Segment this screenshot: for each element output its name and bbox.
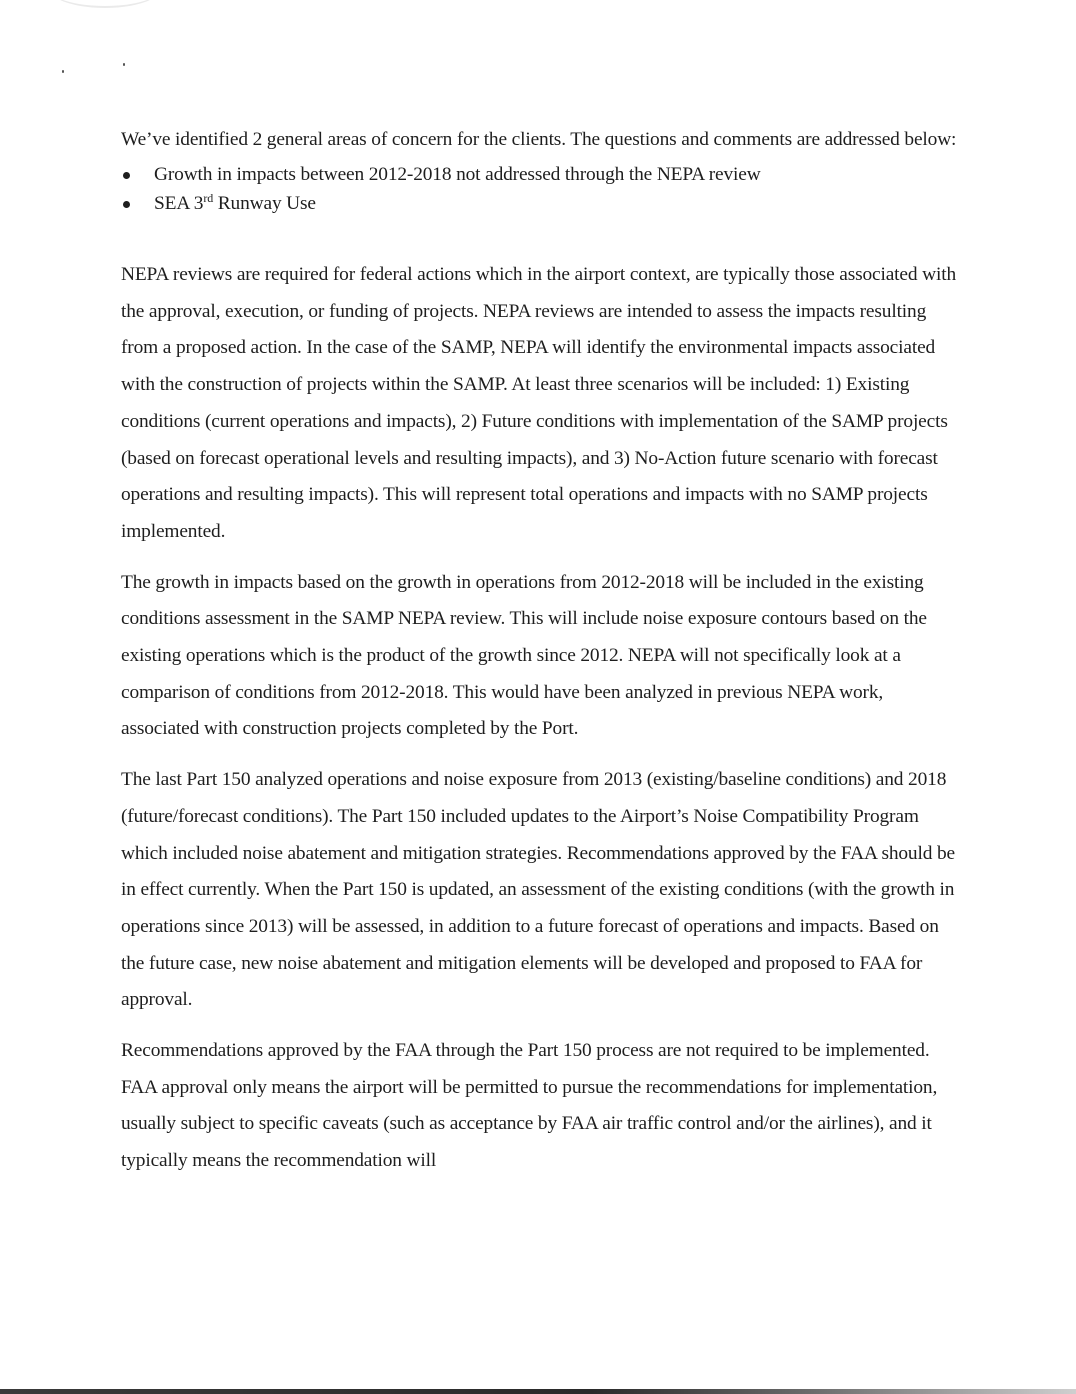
scan-artifact-speck [62,70,64,73]
paragraph-part-150: The last Part 150 analyzed operations and noise exposure from 2013 (existing/baseline conditions) and 2018 (future/forecast conditions). The Part 150 included updates to the Airport’s Noise Compatibility Program which included noise abatement and mitigation strategies. Recommendations approved by the FAA should be in effect currently. When the Part 150 is updated, an assessment of the existing conditions (with the growth in operations since 2013) will be assessed, in addition to a future forecast of operations and impacts. Based on the future case, new noise abatement and mitigation elements will be developed and proposed to FAA for approval. [121,769,955,1011]
paragraph-growth-impacts: The growth in impacts based on the growth in operations from 2012-2018 will be included in the existing conditions assessment in the SAMP NEPA review. This will include noise exposure contours based on the existing operations which is the product of the growth since 2012. NEPA will not specifically look at a comparison of conditions from 2012-2018. This would have been analyzed in previous NEPA work, associated with construction projects completed by the Port. [121,571,927,740]
list-item [121,189,961,218]
concerns-list [121,160,961,218]
scan-artifact-smudge [50,0,160,8]
document-page [121,127,961,1180]
bullet-text-suffix: Runway Use [213,193,316,214]
bullet-text-superscript: rd [203,191,214,205]
scan-bottom-edge [0,1389,1076,1394]
paragraph-nepa-reviews: NEPA reviews are required for federal actions which in the airport context, are typically those associated with the approval, execution, or funding of projects. NEPA reviews are intended to assess the impacts resulting from a proposed action. In the case of the SAMP, NEPA will identify the environmental impacts associated with the construction of projects within the SAMP. At least three scenarios will be included: 1) Existing conditions (current operations and impacts), 2) Future conditions with implementation of the SAMP projects (based on forecast operational levels and resulting impacts), and 3) No-Action future scenario with forecast operations and resulting impacts). This will represent total operations and impacts with no SAMP projects implemented. [121,264,956,542]
paragraph-recommendations: Recommendations approved by the FAA through the Part 150 process are not required to be implemented. FAA approval only means the airport will be permitted to pursue the recommendations for implementation, usually subject to specific caveats (such as acceptance by FAA air traffic control and/or the airlines), and it typically means the recommendation will [121,1040,938,1172]
list-item [121,160,961,189]
scan-artifact-speck [123,63,125,66]
bullet-text-prefix: SEA 3 [154,193,204,214]
bullet-text: Growth in impacts between 2012-2018 not addressed through the NEPA review [154,164,761,185]
bullet-icon [123,201,130,208]
bullet-icon [123,172,130,179]
intro-paragraph: We’ve identified 2 general areas of concern for the clients. The questions and comments are addressed below: [121,129,957,150]
